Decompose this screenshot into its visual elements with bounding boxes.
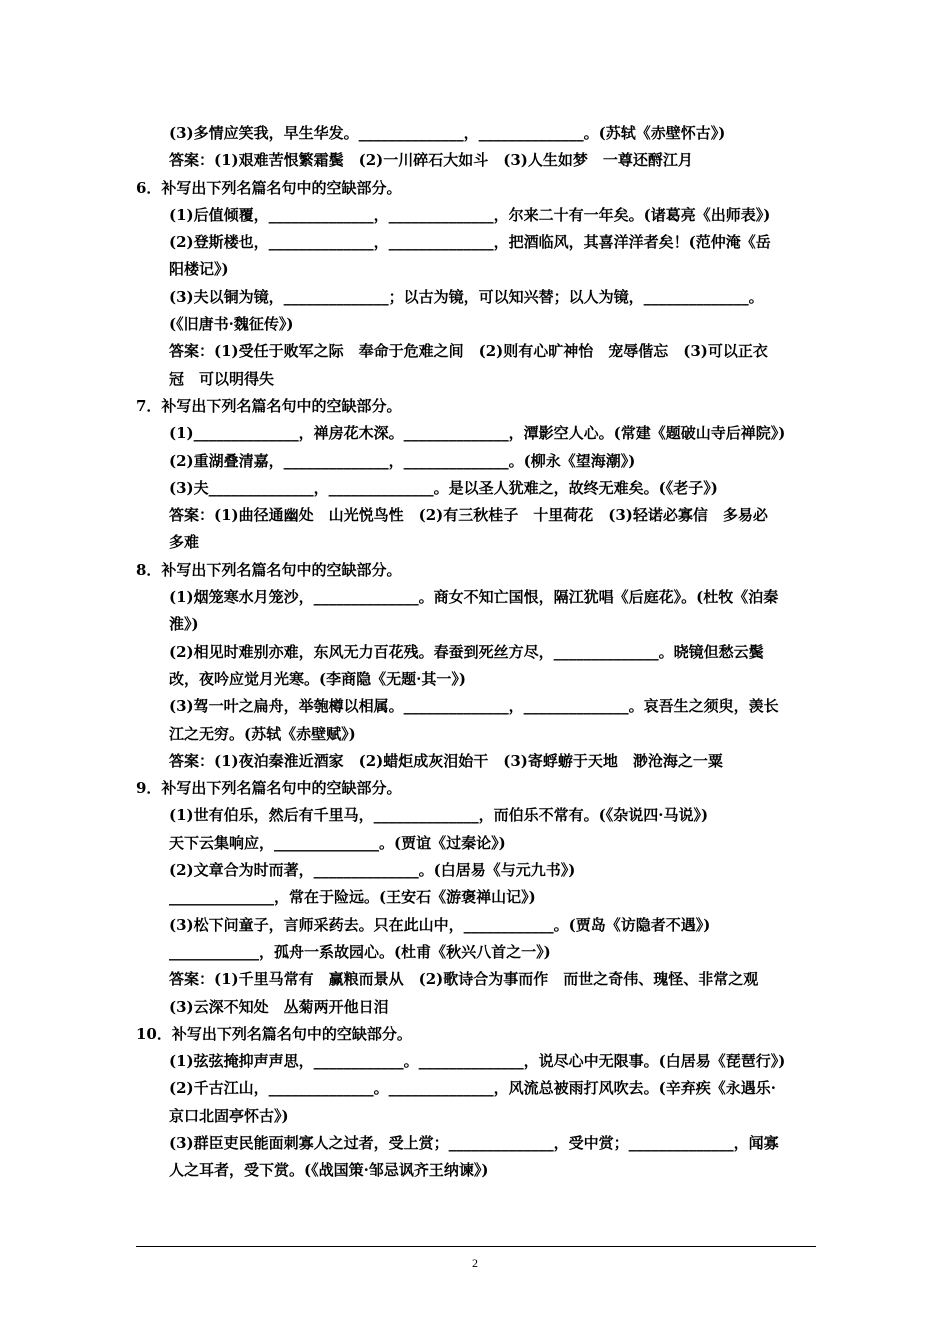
- document-body: [136, 120, 816, 1185]
- text-line: 人之耳者，受下赏。(《战国策·邹忌讽齐王纳谏》): [169, 1161, 489, 1180]
- text-line: (2)相见时难别亦难，东风无力百花残。春蚕到死丝方尽，______________。晓镜但愁云鬓: [169, 642, 764, 661]
- text-line: (3)夫______________，______________。是以圣人犹难之，故终无难矣。(《老子》): [169, 478, 718, 497]
- text-line: 阳楼记》): [169, 260, 229, 279]
- text-line: (2)重湖叠清嘉，______________，______________。(柳永《望海潮》): [169, 451, 636, 470]
- question-heading: 10．补写出下列名篇名句中的空缺部分。: [136, 1024, 412, 1043]
- text-line: ____________，孤舟一系故园心。(杜甫《秋兴八首之一》): [169, 942, 551, 961]
- text-line: (1)后值倾覆，______________，______________，尔来二十有一年矣。(诸葛亮《出师表》): [169, 205, 771, 224]
- text-line: 答案：(1)受任于败军之际 奉命于危难之间 (2)则有心旷神怡 宠辱偕忘 (3)可以正衣: [169, 342, 768, 361]
- text-line: 冠 可以明得失: [169, 369, 275, 388]
- text-line: (2)文章合为时而著，______________。(白居易《与元九书》): [169, 861, 576, 880]
- text-line: 答案：(1)夜泊秦淮近酒家 (2)蜡炬成灰泪始干 (3)寄蜉蝣于天地 渺沧海之一粟: [169, 751, 723, 770]
- text-line: 答案：(1)艰难苦恨繁霜鬓 (2)一川碎石大如斗 (3)人生如梦 一尊还酹江月: [169, 151, 693, 170]
- text-line: (1)烟笼寒水月笼沙，______________。商女不知亡国恨，隔江犹唱《后庭花》。(杜牧《泊秦: [169, 588, 779, 607]
- page-number: 2: [472, 1256, 478, 1270]
- question-heading: 6．补写出下列名篇名句中的空缺部分。: [136, 178, 402, 197]
- text-line: (《旧唐书·魏征传》): [169, 315, 294, 334]
- text-line: 答案：(1)曲径通幽处 山光悦鸟性 (2)有三秋桂子 十里荷花 (3)轻诺必寡信 多易必: [169, 506, 768, 525]
- text-line: 江之无穷。(苏轼《赤壁赋》): [169, 724, 356, 743]
- text-line: 多难: [169, 533, 200, 552]
- text-line: (3)驾一叶之扁舟，举匏樽以相属。______________，______________。哀吾生之须臾，羡长: [169, 697, 779, 716]
- footer-divider: [136, 1246, 816, 1247]
- text-line: (1)弦弦掩抑声声思，____________。______________，说尽心中无限事。(白居易《琵琶行》): [169, 1052, 786, 1071]
- text-line: (2)千古江山，______________。______________，风流总被雨打风吹去。(辛弃疾《永遇乐·: [169, 1079, 776, 1098]
- text-line: (3)多情应笑我，早生华发。______________，______________。(苏轼《赤壁怀古》): [169, 124, 726, 142]
- text-line: (3)云深不知处 丛菊两开他日泪: [169, 997, 389, 1016]
- text-line: (3)群臣吏民能面刺寡人之过者，受上赏；______________，受中赏；______________，闻寡: [169, 1133, 779, 1152]
- text-line: 淮》): [169, 615, 199, 634]
- text-line: (2)登斯楼也，______________，______________，把酒临风，其喜洋洋者矣！(范仲淹《岳: [169, 233, 771, 252]
- question-heading: 7．补写出下列名篇名句中的空缺部分。: [136, 396, 402, 415]
- text-line: 天下云集响应，______________。(贾谊《过秦论》): [169, 833, 506, 852]
- text-line: (3)松下问童子，言师采药去。只在此山中，____________。(贾岛《访隐者不遇》): [169, 915, 711, 934]
- question-heading: 8．补写出下列名篇名句中的空缺部分。: [136, 560, 402, 579]
- text-line: 改，夜吟应觉月光寒。(李商隐《无题·其一》): [169, 669, 466, 688]
- text-line: (3)夫以铜为镜，______________；以古为镜，可以知兴替；以人为镜，______________。: [169, 287, 764, 306]
- text-line: (1)______________，禅房花木深。______________，潭影空人心。(常建《题破山寺后禅院》): [169, 424, 786, 443]
- text-line: ______________，常在于险远。(王安石《游褒禅山记》): [169, 888, 536, 907]
- text-line: 答案：(1)千里马常有 赢粮而景从 (2)歌诗合为事而作 而世之奇伟、瑰怪、非常之观: [169, 970, 759, 989]
- question-heading: 9．补写出下列名篇名句中的空缺部分。: [136, 779, 402, 798]
- text-line: (1)世有伯乐，然后有千里马，______________，而伯乐不常有。(《杂说四·马说》): [169, 806, 709, 825]
- text-line: 京口北固亭怀古》): [169, 1106, 289, 1125]
